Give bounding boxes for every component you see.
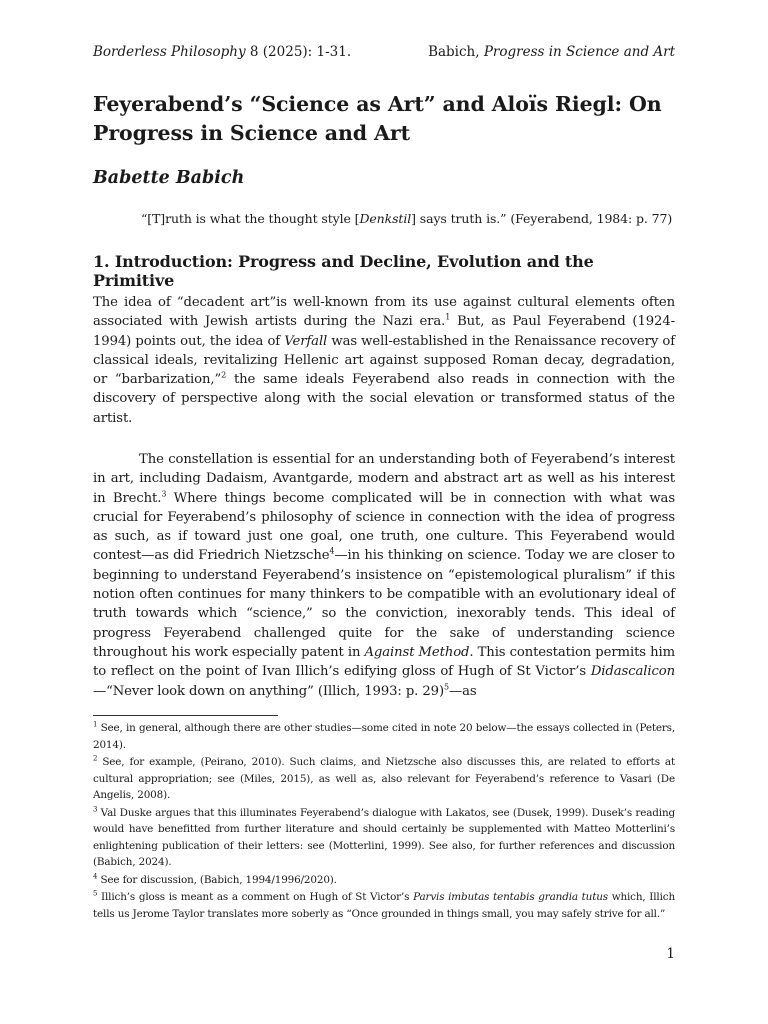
footnote-3 [93, 805, 675, 871]
footnote-number: 3 [93, 805, 98, 814]
running-title [428, 44, 675, 64]
p1-text-d: the same ideals Feyerabend also reads in connection with the discovery of perspective along with the social elevation or transformed status of the artist. [93, 372, 675, 426]
footnote-ref-5[interactable]: 5 [444, 682, 449, 692]
journal-name: Borderless Philosophy [93, 44, 246, 60]
p1-text-a: The idea of “decadent art”is well-known from its use against cultural elements often associated with Jewish artists during the Nazi era. [93, 295, 675, 330]
footnote-2 [93, 754, 675, 804]
footnote-ref-4[interactable]: 4 [329, 547, 335, 557]
epigraph [141, 211, 681, 226]
paper-page [93, 0, 675, 1024]
p2-text-a: The constellation is essential for an understanding both of Feyerabend’s interest in art, including Dadaism, Avantgarde, modern and abstract art as well as his interest in Brecht. [93, 452, 675, 506]
footnote-ref-1[interactable]: 1 [445, 312, 451, 322]
running-author: Babich, [428, 44, 484, 60]
footnote-number: 1 [93, 720, 98, 729]
running-header [93, 44, 675, 64]
epigraph-term: Denkstil [359, 211, 412, 226]
footnote-text: Val Duske argues that this illuminates Feyerabend’s dialogue with Lakatos, see (Dusek, 1999). Dusek’s reading would have benefitted from further literature and should certainly be supplemented with Matteo Motterlini’s enlightening publication of their letters: see (Motterlini, 1999). See also, for further references and discussion (Babich, 2024). [93, 806, 675, 868]
footnote-text: See, in general, although there are other studies—some cited in note 20 below—the essays collected in (Peters, 2014). [93, 722, 675, 751]
footnote-text-pre: Illich’s gloss is meant as a comment on Hugh of St Victor’s [97, 891, 414, 903]
footnote-latin-quote: Parvis imbutas tentabis grandia tutus [413, 891, 608, 903]
footnote-number: 5 [93, 889, 98, 898]
p1-text-b: But, as Paul Feyerabend (1924-1994) points out, the idea of [93, 314, 675, 349]
article-title: Feyerabend’s “Science as Art” and Aloïs Riegl: On Progress in Science and Art [93, 92, 662, 145]
footnote-divider [93, 715, 278, 716]
p1-verfall: Verfall [284, 333, 328, 349]
section-heading: 1. Introduction: Progress and Decline, Evolution and the Primitive [93, 252, 594, 290]
author-name: Babette Babich [93, 168, 245, 188]
p2-text-c: —in his thinking on science. Today we are closer to beginning to understand Feyerabend’s insistence on “epistemological pluralism” if this notion often continues for many thinkers to be compatible with an evolutionary ideal of truth towards which “science,” so the conviction, inexorably tends. This ideal of progress Feyerabend challenged quite for the sake of understanding science throughout his work especially patent in [93, 548, 675, 660]
footnote-text: See for discussion, (Babich, 1994/1996/2020). [97, 873, 337, 886]
p1-text-c: was well-established in the Renaissance recovery of classical ideals, revitalizing Hellenic art against supposed Roman decay, degradation, or “barbarization,” [93, 333, 675, 388]
p2-text-e: —“Never look down on anything” (Illich, 1993: p. 29) [93, 683, 444, 699]
running-short-title: Progress in Science and Art [483, 44, 675, 60]
journal-volume: 8 (2025): 1-31. [245, 44, 352, 60]
footnote-number: 4 [93, 872, 98, 881]
footnote-4 [93, 872, 675, 889]
footnote-5 [93, 889, 675, 922]
footnote-ref-3[interactable]: 3 [161, 489, 167, 499]
footnote-number: 2 [93, 754, 98, 763]
p2-didascalicon: Didascalicon [590, 664, 675, 680]
footnote-text-post: which, Illich tells us Jerome Taylor translates more soberly as “Once grounded in things small, you may safely strive for all.” [93, 891, 675, 920]
footnote-ref-2[interactable]: 2 [221, 370, 227, 380]
journal-citation [93, 44, 351, 64]
p2-text-f: —as [449, 683, 477, 699]
p2-against-method: Against Method [364, 644, 470, 660]
p2-text-b: Where things become complicated will be in connection with what was crucial for Feyerabend’s philosophy of science in connection with the idea of progress as such, as if toward just one goal, one truth, one culture. This Feyerabend would contest—as did Friedrich Nietzsche [93, 490, 675, 564]
body-paragraph-2 [93, 450, 675, 701]
footnote-1 [93, 720, 675, 753]
footnotes [93, 720, 675, 923]
epigraph-post: ] says truth is.” (Feyerabend, 1984: p. 77) [411, 211, 673, 226]
body-paragraph-1 [93, 293, 675, 428]
page-number: 1 [666, 946, 675, 962]
epigraph-pre: “[T]ruth is what the thought style [ [141, 211, 360, 226]
footnote-text: See, for example, (Peirano, 2010). Such claims, and Nietzsche also discusses this, are related to efforts at cultural appropriation; see (Miles, 2015), as well as, also relevant for Feyerabend’s reference to Vasari (De Angelis, 2008). [93, 756, 675, 801]
p2-text-d: . This contestation permits him to reflect on the point of Ivan Illich’s edifying gloss of Hugh of St Victor’s [93, 644, 675, 680]
